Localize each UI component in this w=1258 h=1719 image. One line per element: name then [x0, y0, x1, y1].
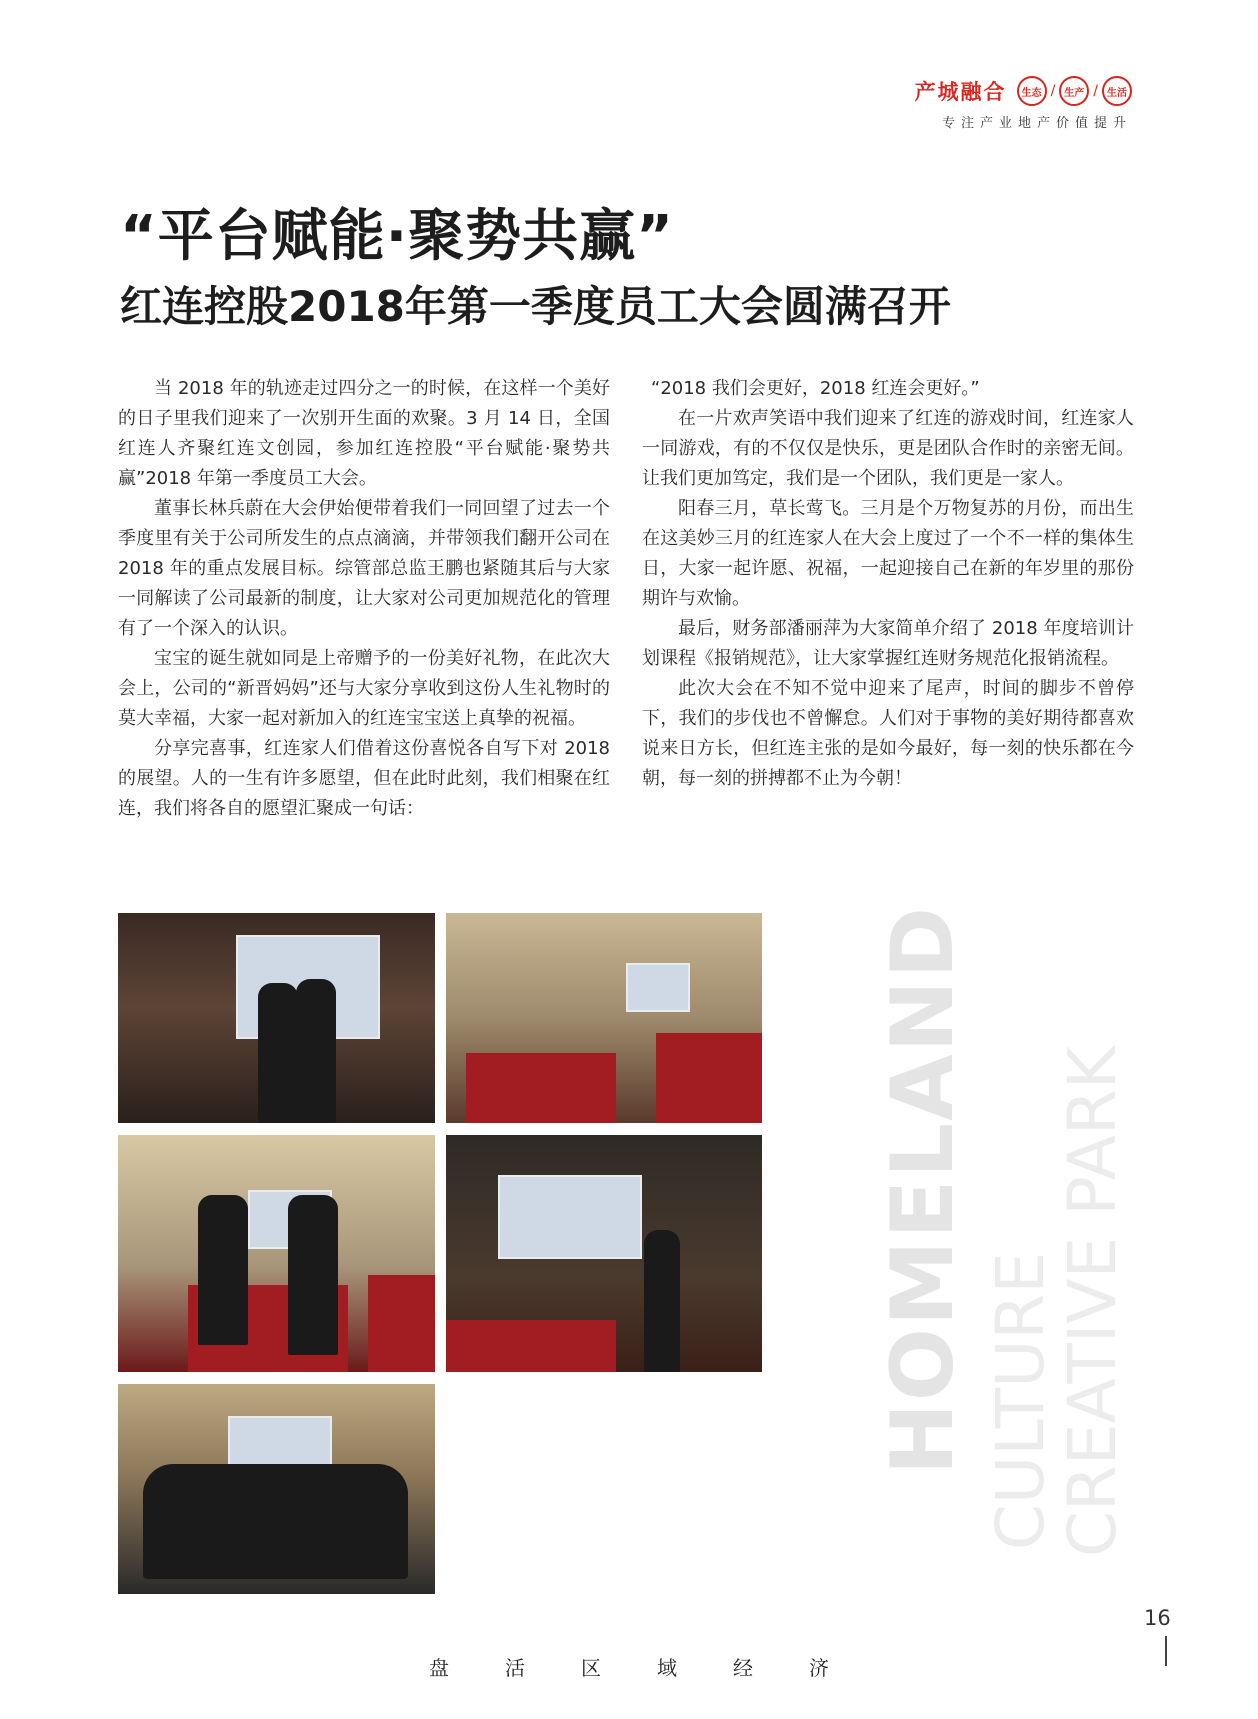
photo-presenters-stage	[118, 913, 435, 1123]
brand-slash: /	[1050, 83, 1056, 99]
watermark-culture: CULTURE	[982, 1252, 1059, 1551]
table-cloth	[466, 1053, 616, 1123]
person-figure	[296, 979, 336, 1123]
photo-group	[118, 1384, 435, 1594]
photo-speaker-presentation	[446, 1135, 762, 1372]
projection-screen	[498, 1175, 642, 1259]
table-cloth	[368, 1275, 435, 1372]
brand-header	[915, 76, 1132, 131]
article-paragraph: 当 2018 年的轨迹走过四分之一的时候，在这样一个美好的日子里我们迎来了一次别开生面的欢聚。3 月 14 日，全国红连人齐聚红连文创园，参加红连控股“平台赋能·聚势共赢”2018 年第一季度员工大会。	[118, 378, 610, 489]
photo-birthday-cake	[118, 1135, 435, 1372]
person-figure	[198, 1195, 248, 1345]
article-quote: “2018 我们会更好，2018 红连会更好。”	[651, 378, 980, 399]
article-column-left	[118, 374, 610, 824]
brand-circle-life: 生活	[1102, 76, 1132, 106]
brand-tagline: 专注产业地产价值提升	[941, 116, 1132, 131]
article-paragraph: 董事长林兵蔚在大会伊始便带着我们一同回望了过去一个季度里有关于公司所发生的点点滴滴，并带领我们翻开公司在 2018 年的重点发展目标。综管部总监王鹏也紧随其后与大家一同解读了公司最新的制度，让大家对公司更加规范化的管理有了一个深入的认识。	[118, 498, 610, 639]
article-column-right	[642, 374, 1134, 794]
article-paragraph: 宝宝的诞生就如同是上帝赠予的一份美好礼物，在此次大会上，公司的“新晋妈妈”还与大家分享收到这份人生礼物时的莫大幸福，大家一起对新加入的红连宝宝送上真挚的祝福。	[118, 648, 610, 729]
article-paragraph: 在一片欢声笑语中我们迎来了红连的游戏时间，红连家人一同游戏，有的不仅仅是快乐，更是团队合作时的亲密无间。让我们更加笃定，我们是一个团队，我们更是一家人。	[642, 408, 1134, 489]
photo-meeting-hall	[446, 913, 762, 1123]
watermark-creative-park: CREATIVE PARK	[1054, 1046, 1131, 1558]
page-number: 16	[1144, 1606, 1171, 1630]
article-paragraph: 分享完喜事，红连家人们借着这份喜悦各自写下对 2018 的展望。人的一生有许多愿望，但在此时此刻，我们相聚在红连，我们将各自的愿望汇聚成一句话：	[118, 738, 610, 819]
person-figure	[258, 983, 298, 1123]
group-of-people	[143, 1464, 408, 1579]
footer-slogan: 盘活区域经济	[429, 1656, 885, 1680]
brand-row	[915, 76, 1132, 106]
headline-title: “平台赋能·聚势共赢”	[120, 204, 674, 269]
person-figure	[288, 1195, 338, 1355]
brand-circle-production: 生产	[1059, 76, 1089, 106]
projection-screen	[626, 963, 690, 1012]
watermark-homeland: HOMELAND	[873, 905, 973, 1476]
article-paragraph: 此次大会在不知不觉中迎来了尾声，时间的脚步不曾停下，我们的步伐也不曾懈怠。人们对于事物的美好期待都喜欢说来日方长，但红连主张的是如今最好，每一刻的快乐都在今朝，每一刻的拼搏都不止为今朝！	[642, 678, 1134, 789]
brand-slash: /	[1093, 83, 1098, 99]
headline-subtitle: 红连控股2018年第一季度员工大会圆满召开	[120, 282, 951, 331]
brand-title: 产城融合	[914, 80, 1007, 104]
table-cloth	[446, 1320, 616, 1372]
article-paragraph: 阳春三月，草长莺飞。三月是个万物复苏的月份，而出生在这美妙三月的红连家人在大会上度过了一个不一样的集体生日，大家一起许愿、祝福，一起迎接自己在新的年岁里的那份期许与欢愉。	[642, 498, 1134, 609]
article-paragraph: 最后，财务部潘丽萍为大家简单介绍了 2018 年度培训计划课程《报销规范》，让大家掌握红连财务规范化报销流程。	[642, 618, 1134, 669]
person-figure	[644, 1230, 680, 1372]
brand-circle-ecology: 生态	[1017, 76, 1047, 106]
table-cloth	[656, 1033, 762, 1123]
